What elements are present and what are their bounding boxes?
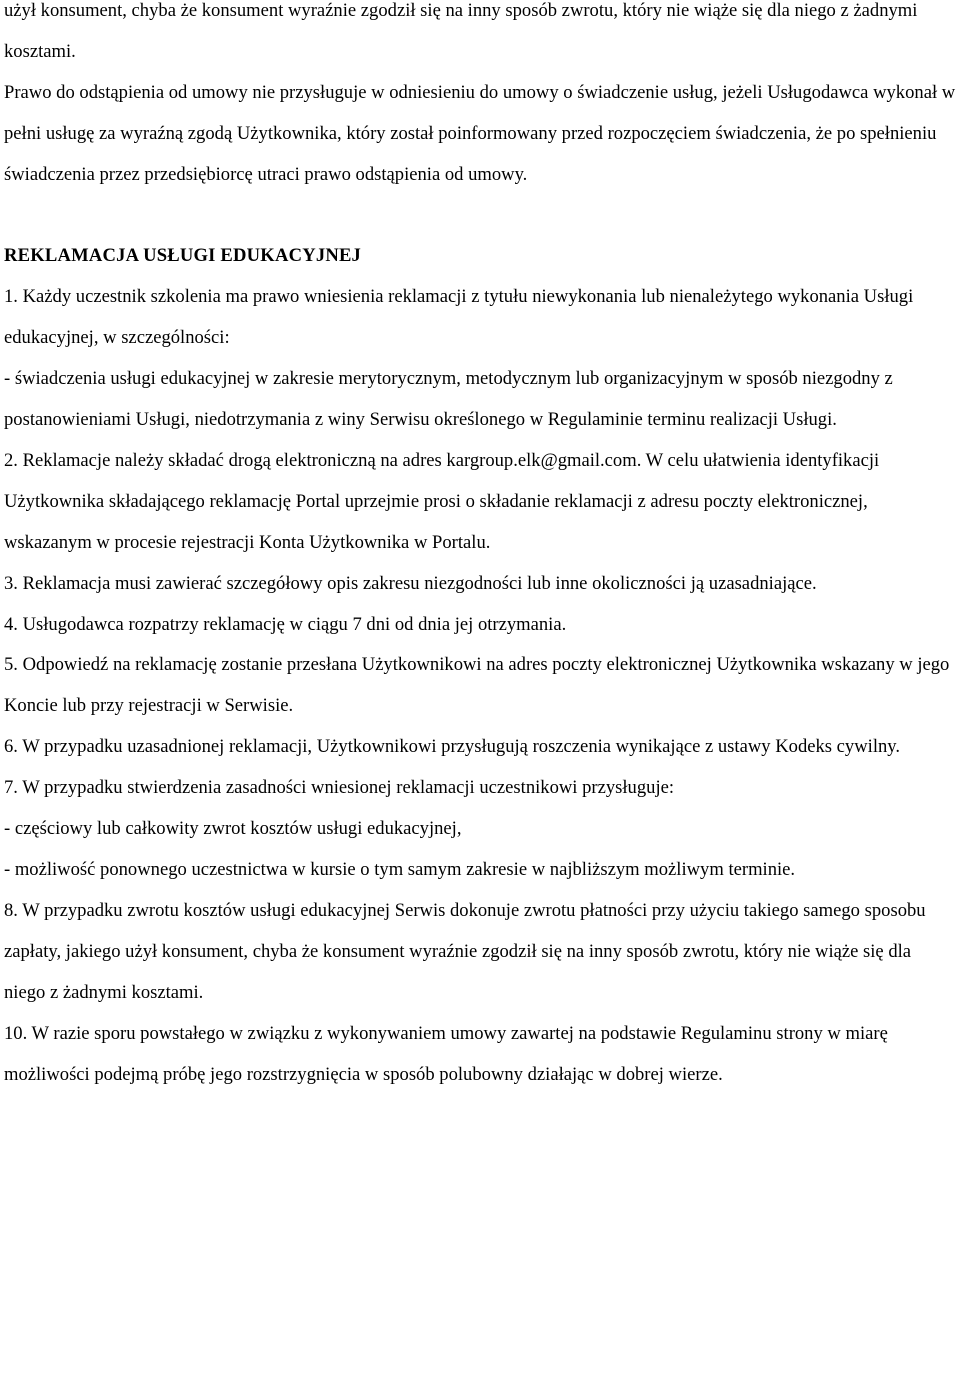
complaint-point-1: 1. Każdy uczestnik szkolenia ma prawo wniesienia reklamacji z tytułu niewykonania lub nienależytego wykonania Usługi edukacyjnej, w szczególności:	[4, 286, 914, 349]
complaint-point-7-bullet-retake: - możliwość ponownego uczestnictwa w kursie o tym samym zakresie w najbliższym możliwym terminie.	[4, 859, 796, 881]
paragraph-withdrawal-exclusion: Prawo do odstąpienia od umowy nie przysługuje w odniesieniu do umowy o świadczenie usług, jeżeli Usługodawca wykonał w pełni usługę za wyraźną zgodą Użytkownika, który został poinformowany przed rozpoczęciem świadczenia, że po spełnieniu świadczenia przez przedsiębiorcę utraci prawo odstąpienia od umowy.	[4, 81, 956, 185]
complaint-point-5: 5. Odpowiedź na reklamację zostanie przesłana Użytkownikowi na adres poczty elektronicznej Użytkownika wskazany w jego Koncie lub przy rejestracji w Serwisie.	[4, 654, 950, 717]
document-page	[4, 0, 956, 1095]
complaint-point-7-bullet-refund: - częściowy lub całkowity zwrot kosztów usługi edukacyjnej,	[4, 818, 462, 840]
blank-line	[4, 196, 956, 237]
complaint-point-4: 4. Usługodawca rozpatrzy reklamację w ciągu 7 dni od dnia jej otrzymania.	[4, 613, 567, 635]
paragraph-refund-continuation: użył konsument, chyba że konsument wyraźnie zgodził się na inny sposób zwrotu, który nie wiąże się dla niego z żadnymi kosztami.	[4, 0, 918, 62]
complaint-point-1-bullet: - świadczenia usługi edukacyjnej w zakresie merytorycznym, metodycznym lub organizacyjnym w sposób niezgodny z postanowieniami Usługi, niedotrzymania z winy Serwisu określonego w Regulaminie terminu realizacji Usługi.	[4, 368, 893, 431]
complaint-point-3: 3. Reklamacja musi zawierać szczegółowy opis zakresu niezgodności lub inne okoliczności ją uzasadniające.	[4, 572, 817, 594]
complaint-point-10: 10. W razie sporu powstałego w związku z wykonywaniem umowy zawartej na podstawie Regulaminu strony w miarę możliwości podejmą próbę jego rozstrzygnięcia w sposób polubowny działając w dobrej wierze.	[4, 1022, 888, 1085]
complaint-point-8: 8. W przypadku zwrotu kosztów usługi edukacyjnej Serwis dokonuje zwrotu płatności przy użyciu takiego samego sposobu zapłaty, jakiego użył konsument, chyba że konsument wyraźnie zgodził się na inny sposób zwrotu, który nie wiąże się dla niego z żadnymi kosztami.	[4, 899, 926, 1003]
section-heading: REKLAMACJA USŁUGI EDUKACYJNEJ	[4, 245, 362, 267]
complaint-point-7: 7. W przypadku stwierdzenia zasadności wniesionej reklamacji uczestnikowi przysługuje:	[4, 777, 675, 799]
complaint-point-2: 2. Reklamacje należy składać drogą elektroniczną na adres kargroup.elk@gmail.com. W celu ułatwienia identyfikacji Użytkownika składającego reklamację Portal uprzejmie prosi o składanie reklamacji z adresu poczty elektronicznej, wskazanym w procesie rejestracji Konta Użytkownika w Portalu.	[4, 449, 880, 553]
complaint-point-6: 6. W przypadku uzasadnionej reklamacji, Użytkownikowi przysługują roszczenia wynikające z ustawy Kodeks cywilny.	[4, 736, 901, 758]
